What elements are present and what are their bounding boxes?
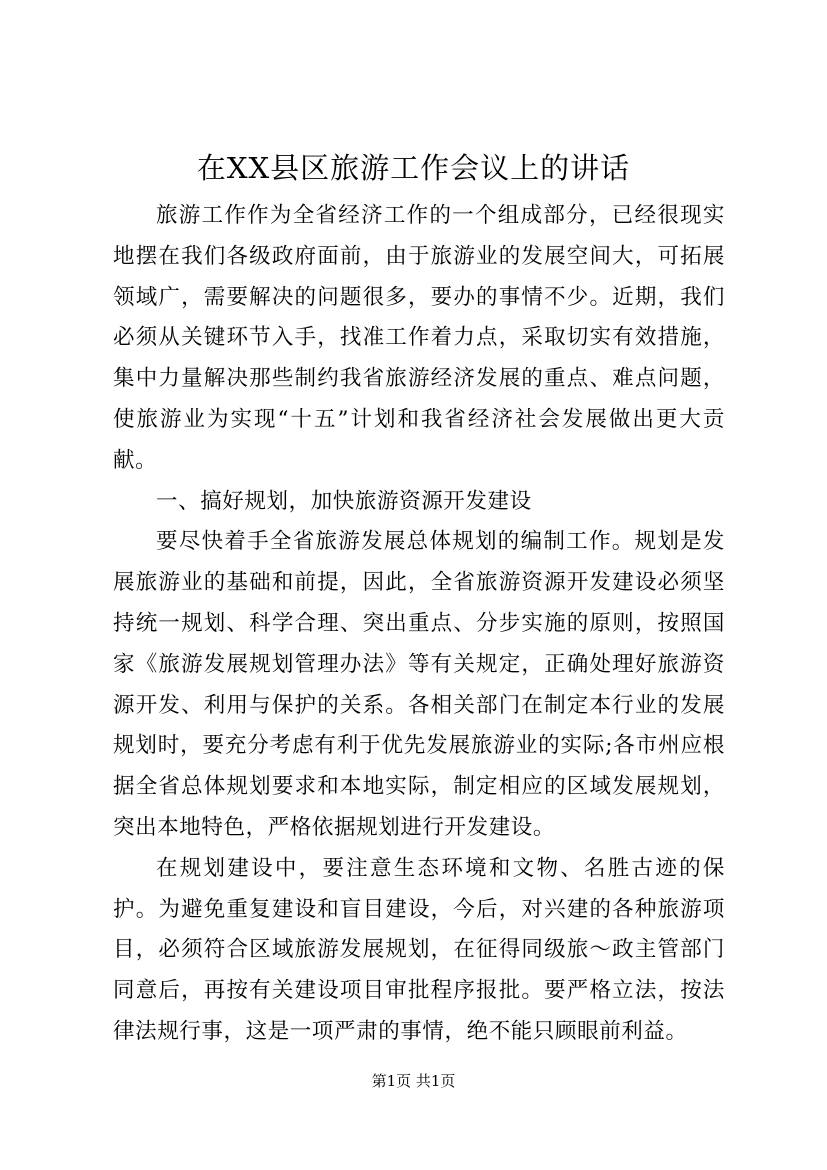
paragraph-planning: 要尽快着手全省旅游发展总体规划的编制工作。规划是发展旅游业的基础和前提，因此，全省旅游资源开发建设必须坚持统一规划、科学合理、突出重点、分步实施的原则，按照国家《旅游发展规划管理办法》等有关规定，正确处理好旅游资源开发、利用与保护的关系。各相关部门在制定本行业的发展规划时，要充分考虑有利于优先发展旅游业的实际;各市州应根据全省总体规划要求和本地实际，制定相应的区域发展规划，突出本地特色，严格依据规划进行开发建设。 (113, 529, 725, 840)
document-body (113, 196, 725, 1053)
document-title: 在XX县区旅游工作会议上的讲话 (196, 151, 631, 185)
section-heading-1: 一、搞好规划，加快旅游资源开发建设 (156, 488, 532, 514)
paragraph-protection: 在规划建设中，要注意生态环境和文物、名胜古迹的保护。为避免重复建设和盲目建设，今后，对兴建的各种旅游项目，必须符合区域旅游发展规划，在征得同级旅～政主管部门同意后，再按有关建设项目审批程序报批。要严格立法，按法律法规行事，这是一项严肃的事情，绝不能只顾眼前利益。 (113, 855, 725, 1044)
page-footer: 第1页 共1页 (371, 1072, 456, 1090)
paragraph-intro: 旅游工作作为全省经济工作的一个组成部分，已经很现实地摆在我们各级政府面前，由于旅游业的发展空间大，可拓展领域广，需要解决的问题很多，要办的事情不少。近期，我们必须从关键环节入手，找准工作着力点，采取切实有效措施，集中力量解决那些制约我省旅游经济发展的重点、难点问题，使旅游业为实现“十五”计划和我省经济社会发展做出更大贡献。 (113, 203, 725, 473)
